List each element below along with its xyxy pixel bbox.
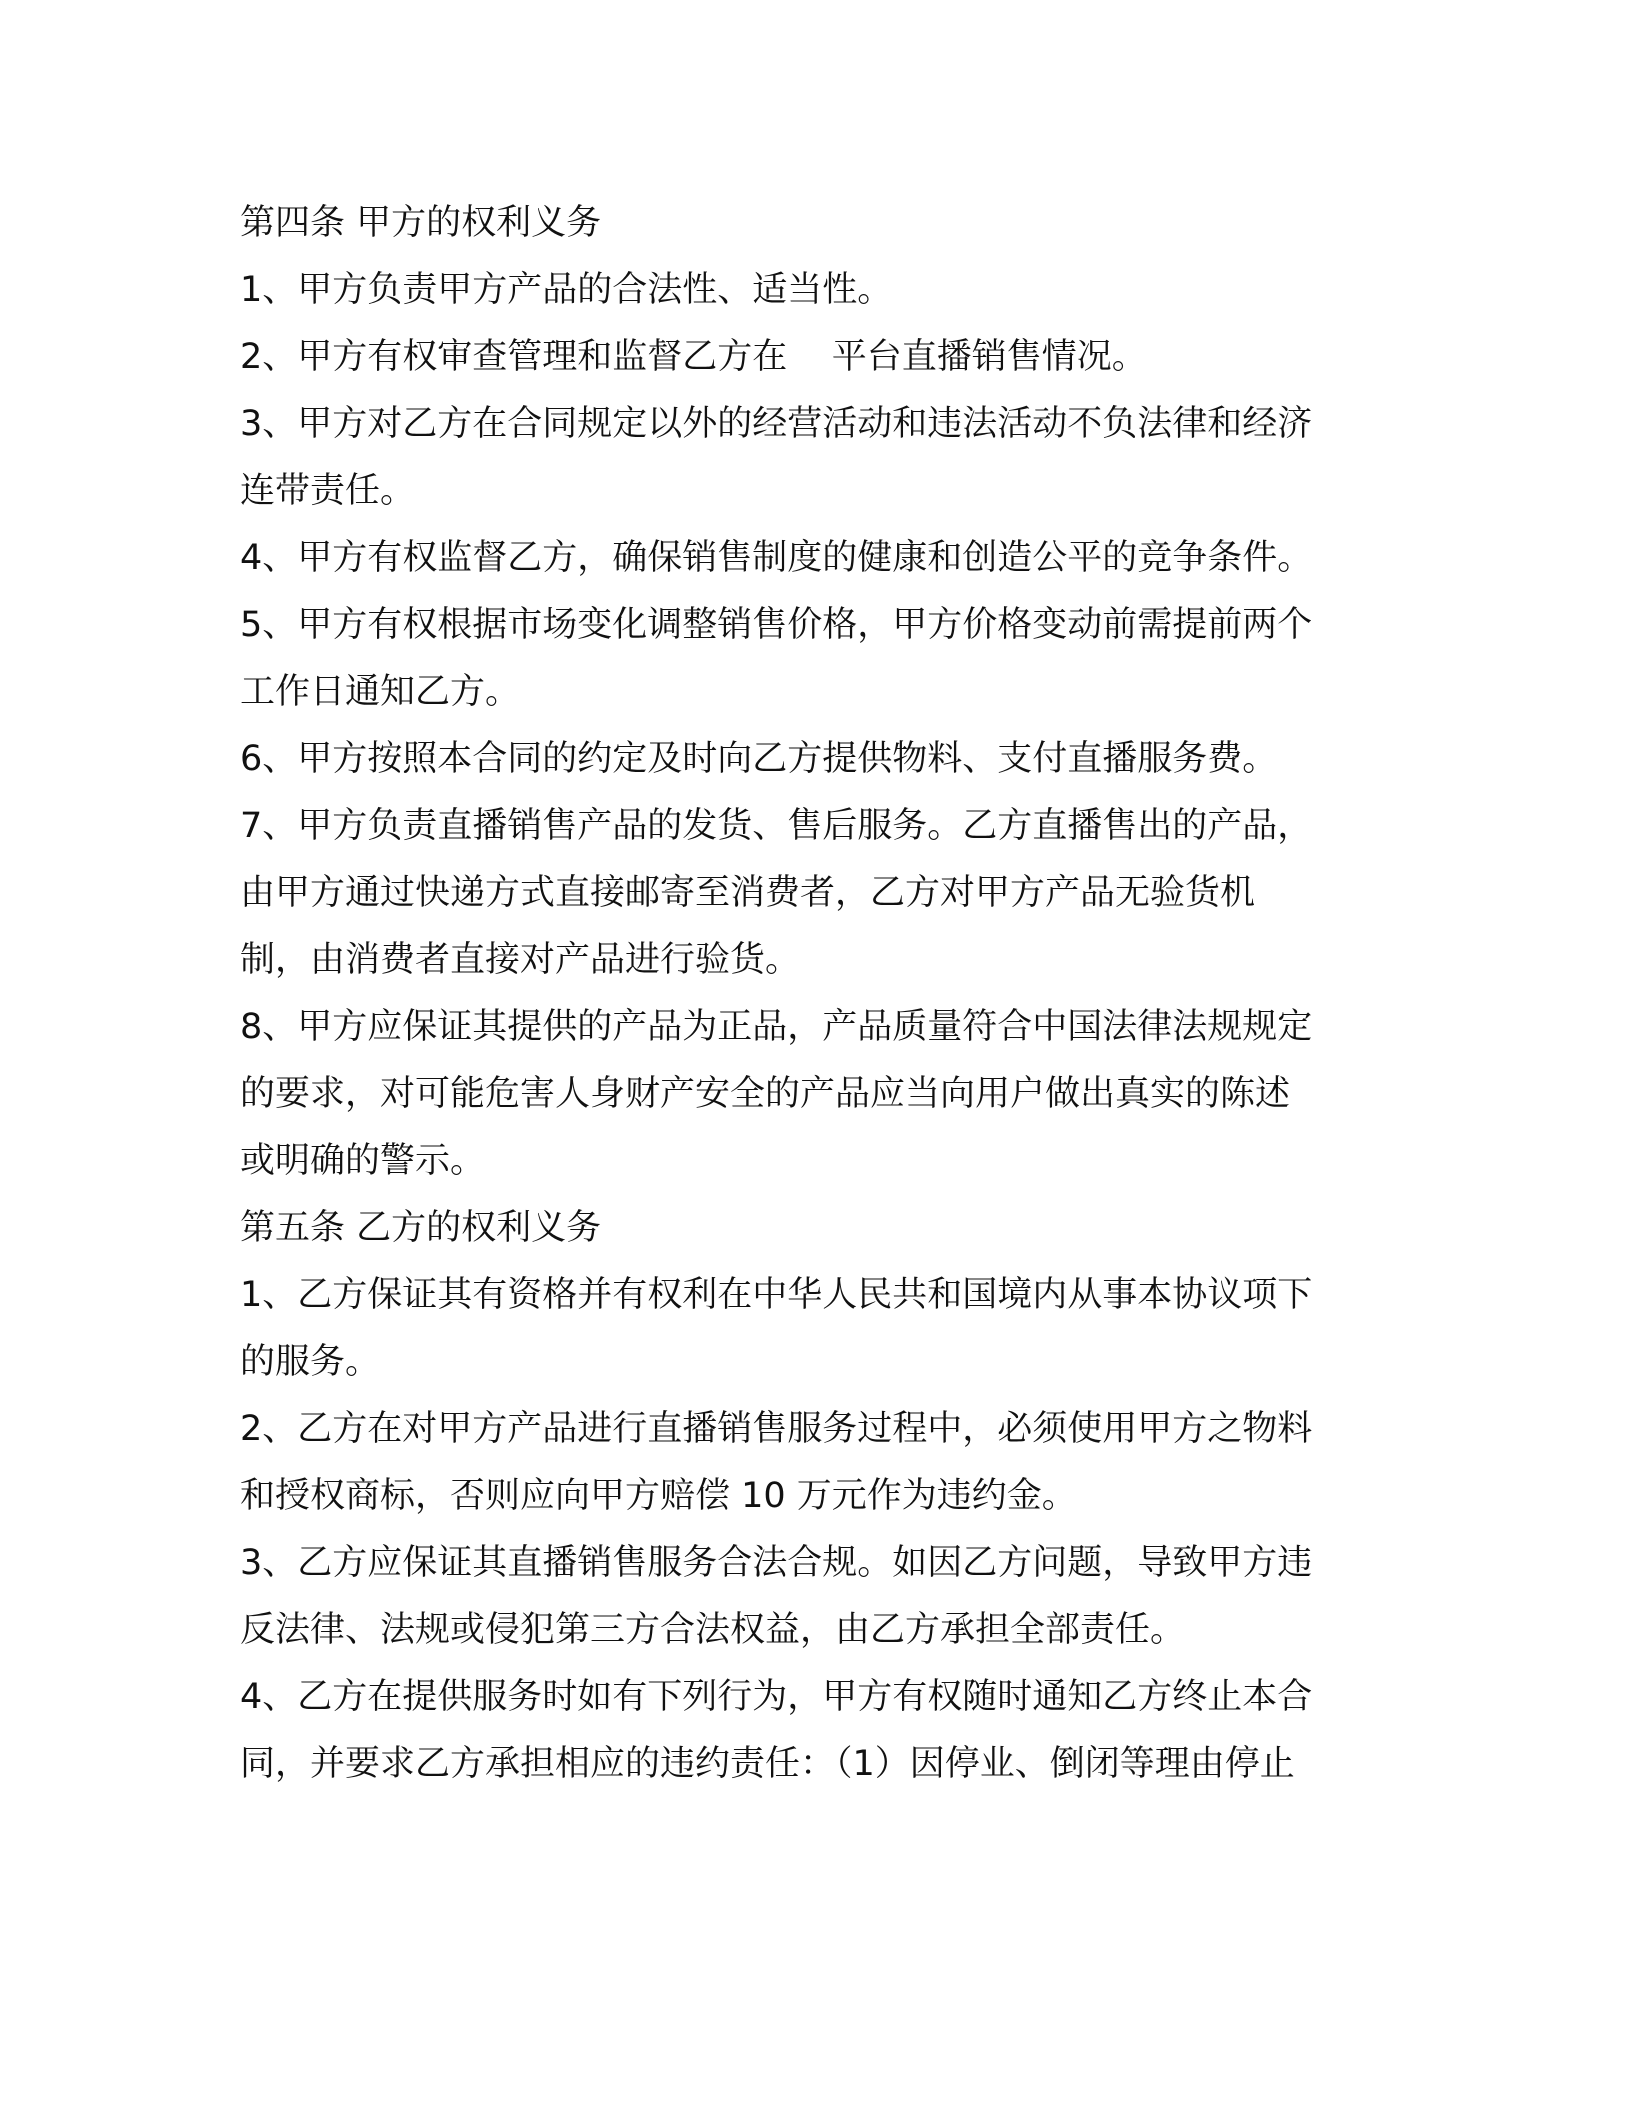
clause-text-line: 或明确的警示。 xyxy=(240,1141,486,1181)
clause-text-line: 8、甲方应保证其提供的产品为正品，产品质量符合中国法律法规规定 xyxy=(240,1007,1313,1047)
clause-text-line: 4、乙方在提供服务时如有下列行为，甲方有权随时通知乙方终止本合 xyxy=(240,1677,1313,1717)
clause-text-line: 3、甲方对乙方在合同规定以外的经营活动和违法活动不负法律和经济 xyxy=(240,404,1313,444)
clause-text-line: 4、甲方有权监督乙方，确保销售制度的健康和创造公平的竞争条件。 xyxy=(240,538,1313,578)
clause-text-line: 7、甲方负责直播销售产品的发货、售后服务。乙方直播售出的产品， xyxy=(240,806,1313,846)
clause-text-line: 6、甲方按照本合同的约定及时向乙方提供物料、支付直播服务费。 xyxy=(240,739,1278,779)
clause-text-line: 和授权商标，否则应向甲方赔偿 10 万元作为违约金。 xyxy=(240,1476,1077,1516)
clause-text-line: 反法律、法规或侵犯第三方合法权益，由乙方承担全部责任。 xyxy=(240,1610,1186,1650)
clause-text-line: 制，由消费者直接对产品进行验货。 xyxy=(240,940,801,980)
clause-text-line: 1、乙方保证其有资格并有权利在中华人民共和国境内从事本协议项下 xyxy=(240,1275,1313,1315)
clause-text-line: 连带责任。 xyxy=(240,471,416,511)
clause-text-line: 的要求，对可能危害人身财产安全的产品应当向用户做出真实的陈述 xyxy=(240,1074,1291,1114)
clause-text-line: 工作日通知乙方。 xyxy=(240,672,521,712)
document-body xyxy=(240,190,1390,1798)
clause-text-line: 3、乙方应保证其直播销售服务合法合规。如因乙方问题，导致甲方违 xyxy=(240,1543,1313,1583)
clause-text-line: 的服务。 xyxy=(240,1342,381,1382)
section-heading-4: 第四条 甲方的权利义务 xyxy=(240,203,602,243)
clause-text-line: 2、甲方有权审查管理和监督乙方在 平台直播销售情况。 xyxy=(240,337,1147,377)
clause-text-line: 2、乙方在对甲方产品进行直播销售服务过程中，必须使用甲方之物料 xyxy=(240,1409,1313,1449)
clause-text-line: 由甲方通过快递方式直接邮寄至消费者，乙方对甲方产品无验货机 xyxy=(240,873,1256,913)
clause-text-line: 5、甲方有权根据市场变化调整销售价格，甲方价格变动前需提前两个 xyxy=(240,605,1313,645)
clause-text-line: 1、甲方负责甲方产品的合法性、适当性。 xyxy=(240,270,893,310)
clause-text-line: 同，并要求乙方承担相应的违约责任：（1）因停业、倒闭等理由停止 xyxy=(240,1744,1295,1784)
section-heading-5: 第五条 乙方的权利义务 xyxy=(240,1208,602,1248)
